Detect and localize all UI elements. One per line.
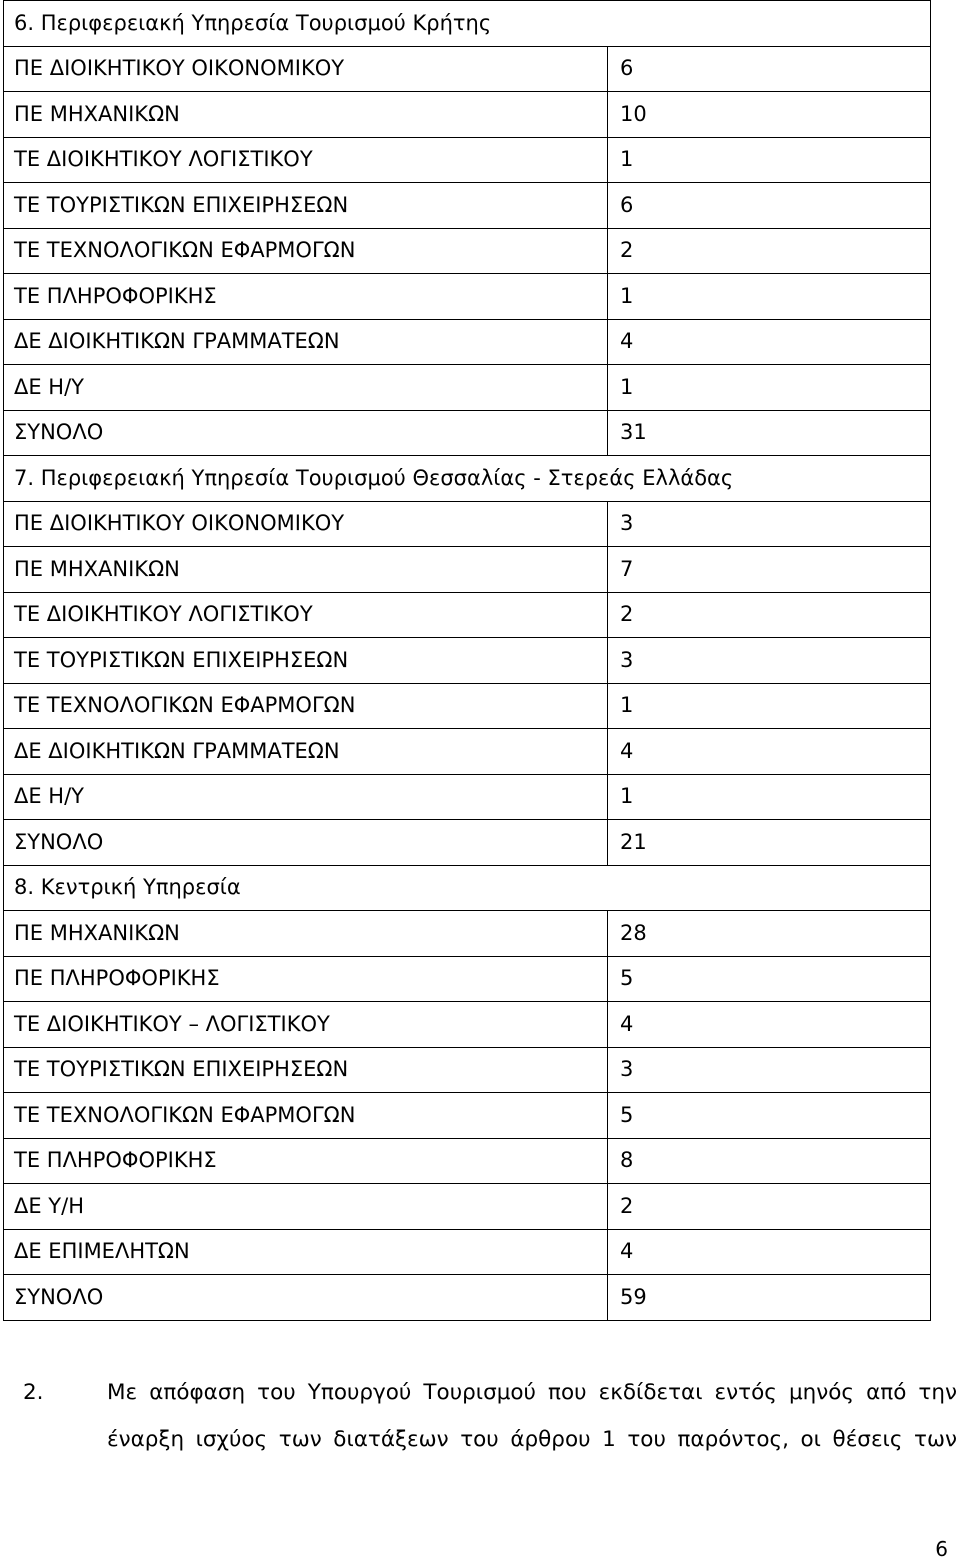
position-count: 1 — [608, 774, 931, 820]
staff-category: ΠΕ ΔΙΟΙΚΗΤΙΚΟΥ ΟΙΚΟΝΟΜΙΚΟΥ — [4, 46, 608, 92]
total-label: ΣΥΝΟΛΟ — [4, 410, 608, 456]
table-row — [4, 592, 931, 638]
total-value: 31 — [608, 410, 931, 456]
section-heading: 8. Κεντρική Υπηρεσία — [4, 865, 931, 911]
section-heading: 7. Περιφερειακή Υπηρεσία Τουρισμού Θεσσαλίας - Στερεάς Ελλάδας — [4, 456, 931, 502]
position-count: 5 — [608, 956, 931, 1002]
table-row — [4, 956, 931, 1002]
table-row — [4, 228, 931, 274]
position-count: 1 — [608, 274, 931, 320]
staff-category: ΤΕ ΤΟΥΡΙΣΤΙΚΩΝ ΕΠΙΧΕΙΡΗΣΕΩΝ — [4, 1047, 608, 1093]
staff-category: ΠΕ ΔΙΟΙΚΗΤΙΚΟΥ ΟΙΚΟΝΟΜΙΚΟΥ — [4, 501, 608, 547]
staff-category: ΤΕ ΔΙΟΙΚΗΤΙΚΟΥ ΛΟΓΙΣΤΙΚΟΥ — [4, 137, 608, 183]
staff-category: ΤΕ ΤΟΥΡΙΣΤΙΚΩΝ ΕΠΙΧΕΙΡΗΣΕΩΝ — [4, 183, 608, 229]
paragraph-line: Με απόφαση του Υπουργού Τουρισμού που εκδίδεται εντός μηνός από την — [107, 1380, 957, 1405]
position-count: 1 — [608, 137, 931, 183]
position-count: 4 — [608, 1002, 931, 1048]
table-row — [4, 638, 931, 684]
staff-category: ΔΕ ΕΠΙΜΕΛΗΤΩΝ — [4, 1229, 608, 1275]
total-label: ΣΥΝΟΛΟ — [4, 820, 608, 866]
staff-category: ΤΕ ΤΟΥΡΙΣΤΙΚΩΝ ΕΠΙΧΕΙΡΗΣΕΩΝ — [4, 638, 608, 684]
position-count: 4 — [608, 319, 931, 365]
page-number: 6 — [935, 1537, 948, 1561]
staff-category: ΤΕ ΤΕΧΝΟΛΟΓΙΚΩΝ ΕΦΑΡΜΟΓΩΝ — [4, 1093, 608, 1139]
position-count: 5 — [608, 1093, 931, 1139]
staff-category: ΤΕ ΠΛΗΡΟΦΟΡΙΚΗΣ — [4, 274, 608, 320]
position-count: 2 — [608, 1184, 931, 1230]
table-row — [4, 683, 931, 729]
table-row — [4, 1138, 931, 1184]
total-row — [4, 410, 931, 456]
total-row — [4, 820, 931, 866]
position-count: 4 — [608, 729, 931, 775]
staff-category: ΠΕ ΜΗΧΑΝΙΚΩΝ — [4, 547, 608, 593]
section-heading-row — [4, 456, 931, 502]
position-count: 1 — [608, 683, 931, 729]
staff-category: ΔΕ ΔΙΟΙΚΗΤΙΚΩΝ ΓΡΑΜΜΑΤΕΩΝ — [4, 729, 608, 775]
staff-category: ΤΕ ΤΕΧΝΟΛΟΓΙΚΩΝ ΕΦΑΡΜΟΓΩΝ — [4, 683, 608, 729]
table-row — [4, 911, 931, 957]
table-row — [4, 729, 931, 775]
table-row — [4, 183, 931, 229]
paragraph-line: έναρξη ισχύος των διατάξεων του άρθρου 1 του παρόντος, οι θέσεις των — [107, 1427, 957, 1452]
position-count: 8 — [608, 1138, 931, 1184]
total-row — [4, 1275, 931, 1321]
table-row — [4, 774, 931, 820]
table-row — [4, 319, 931, 365]
staff-category: ΤΕ ΔΙΟΙΚΗΤΙΚΟΥ ΛΟΓΙΣΤΙΚΟΥ — [4, 592, 608, 638]
total-label: ΣΥΝΟΛΟ — [4, 1275, 608, 1321]
section-heading-row — [4, 865, 931, 911]
position-count: 3 — [608, 1047, 931, 1093]
position-count: 2 — [608, 592, 931, 638]
staff-category: ΤΕ ΤΕΧΝΟΛΟΓΙΚΩΝ ΕΦΑΡΜΟΓΩΝ — [4, 228, 608, 274]
staff-category: ΔΕ Η/Υ — [4, 774, 608, 820]
table-row — [4, 46, 931, 92]
position-count: 28 — [608, 911, 931, 957]
position-count: 2 — [608, 228, 931, 274]
position-count: 4 — [608, 1229, 931, 1275]
table-row — [4, 137, 931, 183]
position-count: 3 — [608, 638, 931, 684]
staff-category: ΤΕ ΠΛΗΡΟΦΟΡΙΚΗΣ — [4, 1138, 608, 1184]
position-count: 10 — [608, 92, 931, 138]
staff-category: ΔΕ Υ/Η — [4, 1184, 608, 1230]
total-value: 59 — [608, 1275, 931, 1321]
staff-category: ΔΕ ΔΙΟΙΚΗΤΙΚΩΝ ΓΡΑΜΜΑΤΕΩΝ — [4, 319, 608, 365]
staffing-table-body — [4, 1, 931, 1321]
table-row — [4, 274, 931, 320]
staff-category: ΔΕ Η/Υ — [4, 365, 608, 411]
table-row — [4, 1184, 931, 1230]
table-row — [4, 1002, 931, 1048]
total-value: 21 — [608, 820, 931, 866]
table-row — [4, 547, 931, 593]
staff-category: ΤΕ ΔΙΟΙΚΗΤΙΚΟΥ – ΛΟΓΙΣΤΙΚΟΥ — [4, 1002, 608, 1048]
position-count: 6 — [608, 46, 931, 92]
staffing-table — [3, 0, 931, 1321]
position-count: 6 — [608, 183, 931, 229]
position-count: 7 — [608, 547, 931, 593]
table-row — [4, 1047, 931, 1093]
table-row — [4, 92, 931, 138]
position-count: 1 — [608, 365, 931, 411]
section-heading: 6. Περιφερειακή Υπηρεσία Τουρισμού Κρήτης — [4, 1, 931, 47]
paragraph-number: 2. — [23, 1380, 44, 1405]
table-row — [4, 1093, 931, 1139]
staff-category: ΠΕ ΠΛΗΡΟΦΟΡΙΚΗΣ — [4, 956, 608, 1002]
staff-category: ΠΕ ΜΗΧΑΝΙΚΩΝ — [4, 911, 608, 957]
table-row — [4, 1229, 931, 1275]
position-count: 3 — [608, 501, 931, 547]
section-heading-row — [4, 1, 931, 47]
table-row — [4, 501, 931, 547]
staff-category: ΠΕ ΜΗΧΑΝΙΚΩΝ — [4, 92, 608, 138]
table-row — [4, 365, 931, 411]
